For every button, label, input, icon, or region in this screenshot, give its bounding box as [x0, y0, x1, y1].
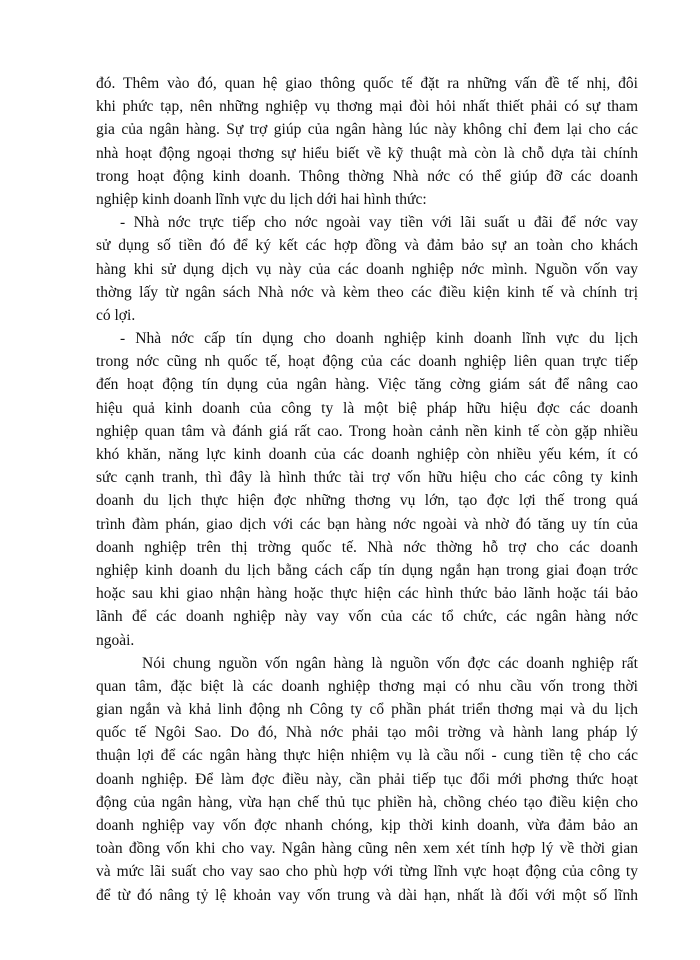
text-line: khó khăn, năng lực kinh doanh của các doanh nghiệp còn nhiều yếu kém, ít có — [96, 446, 638, 463]
text-line: khi phức tạp, nên những nghiệp vụ thơng mại đòi hỏi nhất thiết phải có sự tham — [96, 98, 638, 116]
text-line: thuận lợi để các ngân hàng thực hiện nhiệm vụ là cầu nối - cung tiền tệ cho các — [96, 747, 638, 765]
text-line: hàng khi sử dụng dịch vụ này của các doanh nghiệp nớc mình. Nguồn vốn vay — [96, 260, 638, 278]
text-line: đó. Thêm vào đó, quan hệ giao thông quốc tế đặt ra những vấn đề tế nhị, đôi — [96, 75, 638, 92]
text-line: doanh nghiệp. Để làm đợc điều này, cần phải tiếp tục đổi mới phơng thức hoạt — [96, 770, 638, 788]
text-line: nghiệp kinh doanh du lịch bằng cách cấp tín dụng ngắn hạn trong giai đoạn trớc — [96, 561, 638, 579]
body-text — [96, 72, 638, 907]
text-line: hiệu quả kinh doanh của công ty là một biệ pháp hữu hiệu đợc các doanh — [96, 399, 638, 417]
text-line: và mức lãi suất cho vay sao cho phù hợp với từng lĩnh vực hoạt động của công ty — [96, 863, 638, 881]
text-line: doanh du lịch thực hiện đợc những thơng vụ lớn, tạo đợc lợi thế trong quá — [96, 492, 638, 510]
text-line: doanh nghiệp trên thị trờng quốc tế. Nhà nớc thờng hỗ trợ cho các doanh — [96, 538, 638, 556]
text-line: Nói chung nguồn vốn ngân hàng là nguồn vốn đợc các doanh nghiệp rất — [142, 654, 638, 672]
text-line: ngoài. — [96, 631, 135, 649]
text-line: để từ đó nâng tỷ lệ khoản vay vốn trung và dài hạn, nhất là đối với một số lĩnh — [96, 886, 638, 904]
text-line: sức cạnh tranh, thì đây là hình thức tài trợ vốn hữu hiệu cho các công ty kinh — [96, 469, 638, 487]
text-line: đến hoạt động tín dụng của ngân hàng. Việc tăng cờng giám sát để nâng cao — [96, 376, 638, 394]
text-line: trình đàm phán, giao dịch với các bạn hàng nớc ngoài và nhờ đó tăng uy tín của — [96, 515, 638, 533]
text-line: động của ngân hàng, vừa hạn chế thủ tục phiền hà, chồng chéo tạo điều kiện cho — [96, 793, 638, 811]
text-line: lãnh để các doanh nghiệp này vay vốn của các tổ chức, các ngân hàng nớc — [96, 608, 638, 626]
text-line: quốc tế Ngôi Sao. Do đó, Nhà nớc phải tạo môi trờng và hành lang pháp lý — [96, 724, 638, 742]
text-line: nghiệp kinh doanh lĩnh vực du lịch dới hai hình thức: — [96, 190, 427, 208]
text-line: - Nhà nớc cấp tín dụng cho doanh nghiệp kinh doanh lĩnh vực du lịch — [120, 330, 638, 348]
text-line: - Nhà nớc trực tiếp cho nớc ngoài vay tiền với lãi suất u đãi để nớc vay — [120, 214, 638, 232]
text-line: quan tâm, đặc biệt là các doanh nghiệp thơng mại có nhu cầu vốn trong thời — [96, 677, 638, 695]
text-line: nhà hoạt động ngoại thơng sự hiểu biết về kỹ thuật mà còn là chỗ dựa tài chính — [96, 144, 638, 162]
text-line: trong hoạt động kinh doanh. Thông thờng Nhà nớc có thể giúp đỡ các doanh — [96, 167, 638, 185]
text-line: gian ngắn và khả linh động nh Công ty cổ phần phát triển thơng mại và du lịch — [96, 701, 638, 719]
text-line: hoặc sau khi giao nhận hàng hoặc thực hiện các hình thức bảo lãnh hoặc tái bảo — [96, 585, 638, 603]
text-line: sử dụng số tiền đó để ký kết các hợp đồng và đảm bảo sự an toàn cho khách — [96, 237, 638, 255]
text-line: toàn đồng vốn khi cho vay. Ngân hàng cũng nên xem xét tính hợp lý về thời gian — [96, 840, 638, 858]
text-line: doanh nghiệp vay vốn đợc nhanh chóng, kịp thời kinh doanh, vừa đảm bảo an — [96, 817, 638, 834]
text-line: trong nớc cũng nh quốc tế, hoạt động của các doanh nghiệp liên quan trực tiếp — [96, 353, 638, 371]
text-line: gia của ngân hàng. Sự trợ giúp của ngân hàng lúc này không chỉ đem lại cho các — [96, 121, 638, 139]
text-line: thờng lấy từ ngân sách Nhà nớc và kèm theo các điều kiện kinh tế và chính trị — [96, 283, 638, 301]
text-line: nghiệp quan tâm và đánh giá rất cao. Trong hoàn cảnh nền kinh tế còn gặp nhiều — [96, 422, 638, 440]
text-line: có lợi. — [96, 306, 136, 324]
